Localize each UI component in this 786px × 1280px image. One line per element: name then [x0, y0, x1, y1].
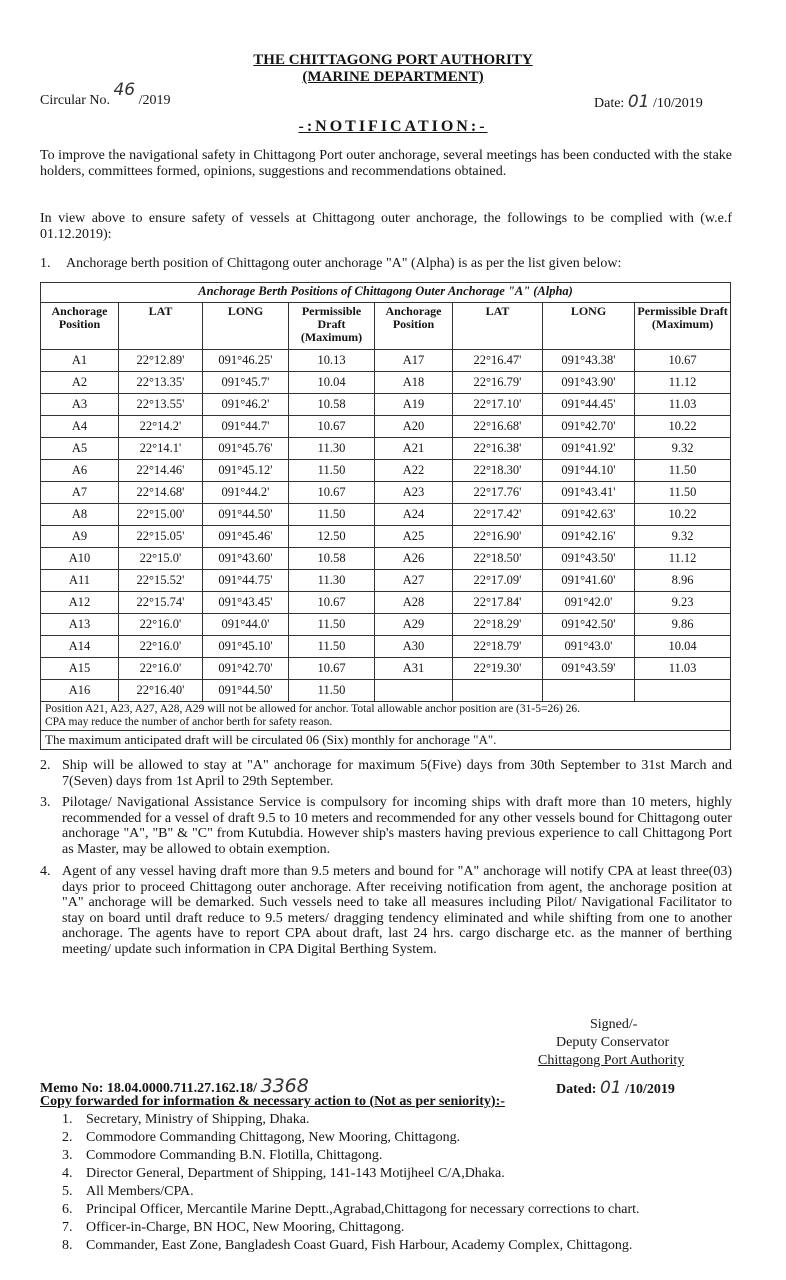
- table-cell: 9.86: [635, 614, 731, 636]
- copy-recipient-item: [62, 1111, 640, 1129]
- table-cell: 8.96: [635, 570, 731, 592]
- table-cell: A5: [41, 438, 119, 460]
- copy-recipient-text: Secretary, Ministry of Shipping, Dhaka.: [86, 1112, 310, 1127]
- table-cell: 22°13.35': [119, 372, 203, 394]
- table-row: [41, 680, 731, 702]
- table-note: [41, 702, 731, 731]
- table-cell: 091°43.50': [543, 548, 635, 570]
- table-cell: A24: [375, 504, 453, 526]
- table-caption: Anchorage Berth Positions of Chittagong Outer Anchorage "A" (Alpha): [41, 283, 731, 303]
- copy-recipient-item: [62, 1165, 640, 1183]
- copy-recipient-text: All Members/CPA.: [86, 1184, 194, 1199]
- table-cell: [543, 680, 635, 702]
- table-cell: A16: [41, 680, 119, 702]
- table-cell: 22°15.00': [119, 504, 203, 526]
- table-cell: 11.50: [289, 614, 375, 636]
- table-cell: 091°44.45': [543, 394, 635, 416]
- copy-recipient-list: [62, 1111, 640, 1255]
- table-cell: 10.58: [289, 394, 375, 416]
- table-cell: A26: [375, 548, 453, 570]
- table-cell: A27: [375, 570, 453, 592]
- table-cell: 10.22: [635, 504, 731, 526]
- table-cell: A9: [41, 526, 119, 548]
- table-cell: 091°44.7': [203, 416, 289, 438]
- item-2-text: Ship will be allowed to stay at "A" anchorage for maximum 5(Five) days from 30th September to 31st March and 7(Seven) days from 1st April to 29th September.: [62, 758, 732, 789]
- table-cell: 22°16.0': [119, 658, 203, 680]
- table-row: [41, 394, 731, 416]
- copy-recipient-text: Commodore Commanding Chittagong, New Mooring, Chittagong.: [86, 1130, 461, 1145]
- copy-recipient-text: Officer-in-Charge, BN HOC, New Mooring, Chittagong.: [86, 1220, 405, 1235]
- memo-date-handwritten-day: 01: [599, 1078, 622, 1098]
- copy-recipient-text: Commodore Commanding B.N. Flotilla, Chittagong.: [86, 1148, 383, 1163]
- table-cell: 22°17.10': [453, 394, 543, 416]
- table-cell: 091°43.59': [543, 658, 635, 680]
- table-cell: 11.30: [289, 438, 375, 460]
- table-header-cell: LAT: [453, 303, 543, 350]
- table-cell: 11.50: [635, 482, 731, 504]
- date-rest: /10/2019: [652, 96, 703, 111]
- table-cell: A25: [375, 526, 453, 548]
- table-cell: A19: [375, 394, 453, 416]
- date-handwritten-day: 01: [627, 92, 650, 112]
- table-cell: 11.03: [635, 394, 731, 416]
- table-cell: 091°44.0': [203, 614, 289, 636]
- table-cell: 11.50: [289, 680, 375, 702]
- table-cell: A28: [375, 592, 453, 614]
- table-cell: 091°42.16': [543, 526, 635, 548]
- table-cell: A30: [375, 636, 453, 658]
- table-cell: 091°44.75': [203, 570, 289, 592]
- table-cell: 12.50: [289, 526, 375, 548]
- table-cell: 11.50: [289, 504, 375, 526]
- table-cell: A29: [375, 614, 453, 636]
- table-cell: 22°19.30': [453, 658, 543, 680]
- table-row: [41, 636, 731, 658]
- table-header-cell: LONG: [203, 303, 289, 350]
- table-cell: A17: [375, 350, 453, 372]
- table-cell: 22°18.30': [453, 460, 543, 482]
- copy-recipient-text: Principal Officer, Mercantile Marine Deptt.,Agrabad,Chittagong for necessary corrections to chart.: [86, 1202, 640, 1217]
- table-cell: 091°46.2': [203, 394, 289, 416]
- copy-recipient-number: 3.: [62, 1148, 73, 1163]
- table-cell: 091°44.10': [543, 460, 635, 482]
- table-cell: 9.32: [635, 526, 731, 548]
- table-cell: 22°18.29': [453, 614, 543, 636]
- table-cell: 091°41.92': [543, 438, 635, 460]
- copy-recipient-item: [62, 1147, 640, 1165]
- table-cell: 10.67: [289, 482, 375, 504]
- table-row: [41, 526, 731, 548]
- memo-label: Memo No: 18.04.0000.711.27.162.18/: [40, 1081, 257, 1096]
- table-cell: 22°14.68': [119, 482, 203, 504]
- copy-recipient-number: 6.: [62, 1202, 73, 1217]
- copy-recipient-number: 1.: [62, 1112, 73, 1127]
- item-4-number: 4.: [40, 864, 51, 879]
- table-cell: 11.30: [289, 570, 375, 592]
- table-cell: A14: [41, 636, 119, 658]
- table-cell: A13: [41, 614, 119, 636]
- table-cell: 091°43.90': [543, 372, 635, 394]
- table-cell: A1: [41, 350, 119, 372]
- table-cell: 22°13.55': [119, 394, 203, 416]
- table-cell: A3: [41, 394, 119, 416]
- table-cell: 11.03: [635, 658, 731, 680]
- table-note-3: The maximum anticipated draft will be circulated 06 (Six) monthly for anchorage "A".: [41, 731, 731, 750]
- org-title: THE CHITTAGONG PORT AUTHORITY: [253, 52, 533, 68]
- item-4: [40, 864, 732, 990]
- item-1: [40, 256, 732, 272]
- table-cell: A21: [375, 438, 453, 460]
- circular-handwritten-number: 46: [113, 80, 136, 100]
- table-row: [41, 372, 731, 394]
- table-cell: 091°45.10': [203, 636, 289, 658]
- table-header-cell: Anchorage Position: [41, 303, 119, 350]
- table-cell: 22°15.05': [119, 526, 203, 548]
- table-row: [41, 504, 731, 526]
- table-cell: A20: [375, 416, 453, 438]
- table-cell: 091°45.7': [203, 372, 289, 394]
- table-note-1: Position A21, A23, A27, A28, A29 will not be allowed for anchor. Total allowable anchor position are (31-5=26) 26.: [45, 703, 581, 715]
- table-cell: 22°15.74': [119, 592, 203, 614]
- item-3: [40, 795, 732, 865]
- table-cell: 22°16.79': [453, 372, 543, 394]
- table-cell: 22°15.52': [119, 570, 203, 592]
- table-cell: 11.12: [635, 548, 731, 570]
- copy-recipient-text: Director General, Department of Shipping, 141-143 Motijheel C/A,Dhaka.: [86, 1166, 505, 1181]
- table-cell: 10.04: [635, 636, 731, 658]
- copy-recipient-number: 5.: [62, 1184, 73, 1199]
- table-row: [41, 614, 731, 636]
- table-cell: 22°17.42': [453, 504, 543, 526]
- table-cell: 091°45.12': [203, 460, 289, 482]
- table-row: [41, 460, 731, 482]
- table-cell: 22°12.89': [119, 350, 203, 372]
- table-cell: A15: [41, 658, 119, 680]
- table-cell: 091°44.2': [203, 482, 289, 504]
- table-cell: [635, 680, 731, 702]
- circular-label: Circular No.: [40, 93, 110, 108]
- table-cell: 10.67: [289, 592, 375, 614]
- table-header-cell: LONG: [543, 303, 635, 350]
- memo-date-rest: /10/2019: [625, 1082, 675, 1097]
- notification-title: -:NOTIFICATION:-: [298, 118, 488, 135]
- circular-year: /2019: [138, 93, 171, 108]
- signatory-org: Chittagong Port Authority: [538, 1053, 685, 1068]
- table-row: [41, 548, 731, 570]
- table-cell: [375, 680, 453, 702]
- table-cell: 11.50: [289, 460, 375, 482]
- item-2-number: 2.: [40, 758, 51, 773]
- intro-paragraph-1: To improve the navigational safety in Chittagong Port outer anchorage, several meetings has been conducted with the stake holders, committees formed, opinions, suggestions and recommendations obtained.: [40, 148, 732, 179]
- table-cell: 22°14.2': [119, 416, 203, 438]
- table-cell: 22°16.0': [119, 636, 203, 658]
- anchorage-table: [40, 282, 731, 750]
- memo-date: [556, 1078, 675, 1098]
- department-title: (MARINE DEPARTMENT): [302, 69, 484, 85]
- table-cell: [453, 680, 543, 702]
- table-cell: 091°43.0': [543, 636, 635, 658]
- table-cell: A10: [41, 548, 119, 570]
- table-cell: 22°17.76': [453, 482, 543, 504]
- table-cell: 22°17.84': [453, 592, 543, 614]
- table-cell: A31: [375, 658, 453, 680]
- table-row: [41, 416, 731, 438]
- intro-paragraph-2: In view above to ensure safety of vessels at Chittagong outer anchorage, the followings to be complied with (w.e.f 01.12.2019):: [40, 211, 732, 242]
- copy-recipient-number: 7.: [62, 1220, 73, 1235]
- copy-recipient-text: Commander, East Zone, Bangladesh Coast Guard, Fish Harbour, Academy Complex, Chittagong.: [86, 1238, 633, 1253]
- table-cell: 22°18.79': [453, 636, 543, 658]
- table-cell: A8: [41, 504, 119, 526]
- table-cell: 22°14.46': [119, 460, 203, 482]
- table-cell: 9.23: [635, 592, 731, 614]
- table-cell: 22°16.47': [453, 350, 543, 372]
- table-cell: 091°45.76': [203, 438, 289, 460]
- table-header-cell: Permissible Draft (Maximum): [289, 303, 375, 350]
- table-cell: 10.58: [289, 548, 375, 570]
- copy-heading: Copy forwarded for information & necessary action to (Not as per seniority):-: [40, 1094, 505, 1109]
- table-row: [41, 438, 731, 460]
- header-date: [594, 94, 703, 112]
- table-cell: 10.04: [289, 372, 375, 394]
- table-cell: 091°46.25': [203, 350, 289, 372]
- copy-recipient-item: [62, 1201, 640, 1219]
- table-cell: 091°43.41': [543, 482, 635, 504]
- date-label: Date:: [594, 96, 625, 111]
- copy-recipient-item: [62, 1183, 640, 1201]
- table-cell: A18: [375, 372, 453, 394]
- table-cell: 091°45.46': [203, 526, 289, 548]
- table-cell: 10.67: [635, 350, 731, 372]
- table-row: [41, 350, 731, 372]
- table-cell: 10.13: [289, 350, 375, 372]
- table-cell: 22°16.0': [119, 614, 203, 636]
- table-row: [41, 570, 731, 592]
- table-cell: A23: [375, 482, 453, 504]
- table-row: [41, 482, 731, 504]
- table-header-cell: Permissible Draft (Maximum): [635, 303, 731, 350]
- item-1-text: Anchorage berth position of Chittagong outer anchorage "A" (Alpha) is as per the list given below:: [66, 256, 622, 271]
- table-cell: 091°42.0': [543, 592, 635, 614]
- table-cell: 22°16.68': [453, 416, 543, 438]
- copy-recipient-number: 2.: [62, 1130, 73, 1145]
- table-cell: A4: [41, 416, 119, 438]
- table-cell: 091°41.60': [543, 570, 635, 592]
- table-cell: 091°42.70': [203, 658, 289, 680]
- table-cell: 22°16.38': [453, 438, 543, 460]
- table-cell: 22°16.90': [453, 526, 543, 548]
- table-cell: 091°42.70': [543, 416, 635, 438]
- item-2: [40, 758, 732, 792]
- table-cell: A6: [41, 460, 119, 482]
- table-cell: 22°18.50': [453, 548, 543, 570]
- copy-recipient-item: [62, 1237, 640, 1255]
- table-row: [41, 658, 731, 680]
- table-cell: 091°42.63': [543, 504, 635, 526]
- table-header-cell: Anchorage Position: [375, 303, 453, 350]
- table-cell: A22: [375, 460, 453, 482]
- table-cell: 11.50: [289, 636, 375, 658]
- circular-number: [40, 80, 171, 109]
- table-cell: 22°15.0': [119, 548, 203, 570]
- table-cell: 091°43.38': [543, 350, 635, 372]
- memo-date-label: Dated:: [556, 1082, 597, 1097]
- table-cell: 9.32: [635, 438, 731, 460]
- table-cell: A11: [41, 570, 119, 592]
- table-cell: 11.12: [635, 372, 731, 394]
- memo-handwritten-number: 3368: [260, 1075, 309, 1097]
- table-note-2: CPA may reduce the number of anchor berth for safety reason.: [45, 716, 333, 728]
- table-cell: 091°44.50': [203, 680, 289, 702]
- item-3-text: Pilotage/ Navigational Assistance Service is compulsory for incoming ships with draft more than 10 meters, highly recommended for a vessel of draft 9.5 to 10 meters and recommended for any other vessels bound for Chittagong outer anchorage "A", "B" & "C" from Kutubdia. However ship's masters having previous experience to call Chittagong Port as Master, may be allowed to obtain exemption.: [62, 795, 732, 857]
- table-cell: 10.67: [289, 658, 375, 680]
- item-1-number: 1.: [40, 256, 51, 271]
- table-cell: 091°44.50': [203, 504, 289, 526]
- signatory-title: Deputy Conservator: [556, 1035, 670, 1050]
- table-cell: 22°14.1': [119, 438, 203, 460]
- item-3-number: 3.: [40, 795, 51, 810]
- table-cell: 22°16.40': [119, 680, 203, 702]
- table-cell: 091°42.50': [543, 614, 635, 636]
- table-cell: A7: [41, 482, 119, 504]
- table-header-cell: LAT: [119, 303, 203, 350]
- table-cell: 10.67: [289, 416, 375, 438]
- copy-recipient-item: [62, 1219, 640, 1237]
- table-cell: 091°43.60': [203, 548, 289, 570]
- signed-mark: Signed/-: [590, 1017, 638, 1032]
- table-cell: 11.50: [635, 460, 731, 482]
- copy-recipient-number: 8.: [62, 1238, 73, 1253]
- copy-recipient-item: [62, 1129, 640, 1147]
- table-cell: 091°43.45': [203, 592, 289, 614]
- table-cell: 22°17.09': [453, 570, 543, 592]
- copy-recipient-number: 4.: [62, 1166, 73, 1181]
- item-4-text: Agent of any vessel having draft more than 9.5 meters and bound for "A" anchorage will notify CPA at least three(03) days prior to proceed Chittagong outer anchorage. After receiving notification from agent, the anchorage position at "A" anchorage will be demarked. Such vessels need to take all measures including Pilot/ Navigational Facilitator to stay on board until draft reduce to 9.5 meters/ dragging tendency eliminated and while shifting from one to another anchorage. The agents have to report CPA about draft, last 24 hrs. cargo discharge etc. as the manner of berthing meeting/ update such information in CPA Digital Berthing System.: [62, 864, 732, 957]
- table-cell: A12: [41, 592, 119, 614]
- table-row: [41, 592, 731, 614]
- table-cell: 10.22: [635, 416, 731, 438]
- table-cell: A2: [41, 372, 119, 394]
- table-header-row: [41, 303, 731, 350]
